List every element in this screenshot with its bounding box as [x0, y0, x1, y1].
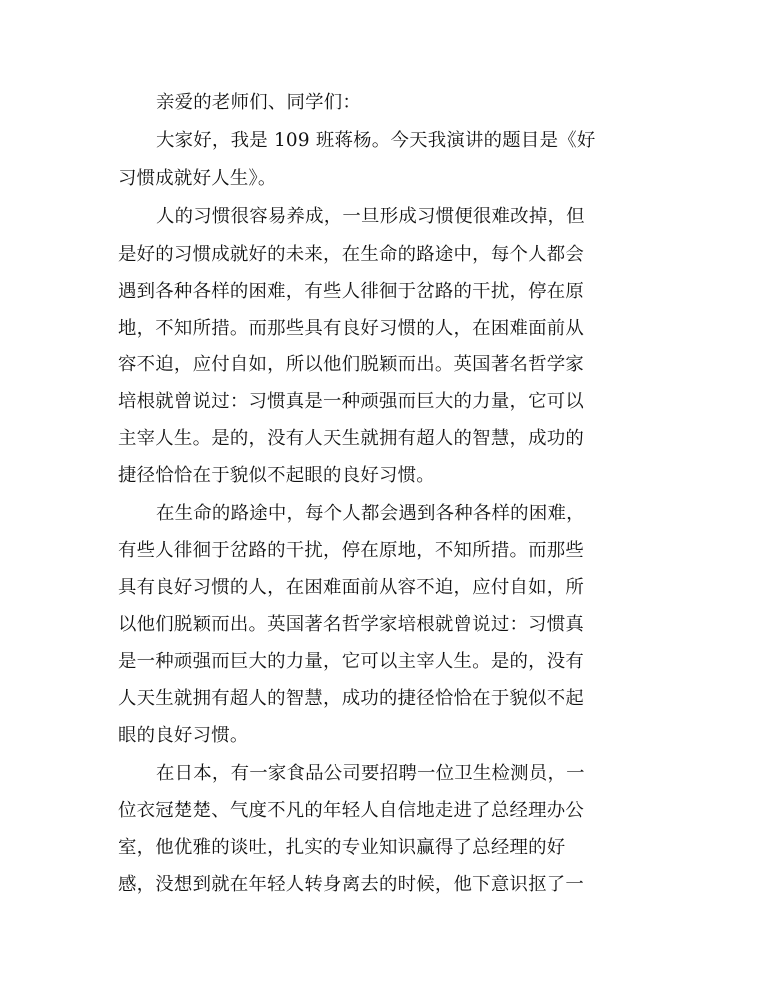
paragraph-line: 在日本，有一家食品公司要招聘一位卫生检测员，一: [156, 763, 585, 784]
paragraph-line: 培根就曾说过：习惯真是一种顽强而巨大的力量，它可以: [118, 391, 585, 412]
paragraph-line: 捷径恰恰在于貌似不起眼的良好习惯。: [118, 465, 435, 486]
paragraph-line: 地，不知所措。而那些具有良好习惯的人，在困难面前从: [118, 318, 585, 339]
paragraph-line: 在生命的路途中，每个人都会遇到各种各样的困难，: [156, 503, 585, 524]
paragraph-line: 人天生就拥有超人的智慧，成功的捷径恰恰在于貌似不起: [118, 688, 585, 709]
greeting-line: 亲爱的老师们、同学们：: [156, 92, 362, 113]
paragraph-line: 位衣冠楚楚、气度不凡的年轻人自信地走进了总经理办公: [118, 800, 585, 821]
paragraph-line: 眼的良好习惯。: [118, 725, 249, 746]
paragraph-line: 大家好，我是 109 班蒋杨。今天我演讲的题目是《好: [156, 130, 596, 151]
paragraph-line: 遇到各种各样的困难，有些人徘徊于岔路的干扰，停在原: [118, 281, 585, 302]
paragraph-line: 容不迫，应付自如，所以他们脱颖而出。英国著名哲学家: [118, 354, 585, 375]
paragraph-line: 是好的习惯成就好的未来，在生命的路途中，每个人都会: [118, 244, 585, 265]
paragraph-line: 感，没想到就在年轻人转身离去的时候，他下意识抠了一: [118, 874, 585, 895]
paragraph-line: 以他们脱颖而出。英国著名哲学家培根就曾说过：习惯真: [118, 614, 585, 635]
paragraph-line: 主宰人生。是的，没有人天生就拥有超人的智慧，成功的: [118, 428, 585, 449]
paragraph-line: 室，他优雅的谈吐，扎实的专业知识赢得了总经理的好: [118, 837, 566, 858]
paragraph-line: 人的习惯很容易养成，一旦形成习惯便很难改掉，但: [156, 206, 585, 227]
paragraph-line: 是一种顽强而巨大的力量，它可以主宰人生。是的，没有: [118, 651, 585, 672]
paragraph-line: 具有良好习惯的人，在困难面前从容不迫，应付自如，所: [118, 577, 585, 598]
paragraph-line: 有些人徘徊于岔路的干扰，停在原地，不知所措。而那些: [118, 540, 585, 561]
paragraph-line: 习惯成就好人生》。: [118, 168, 277, 189]
